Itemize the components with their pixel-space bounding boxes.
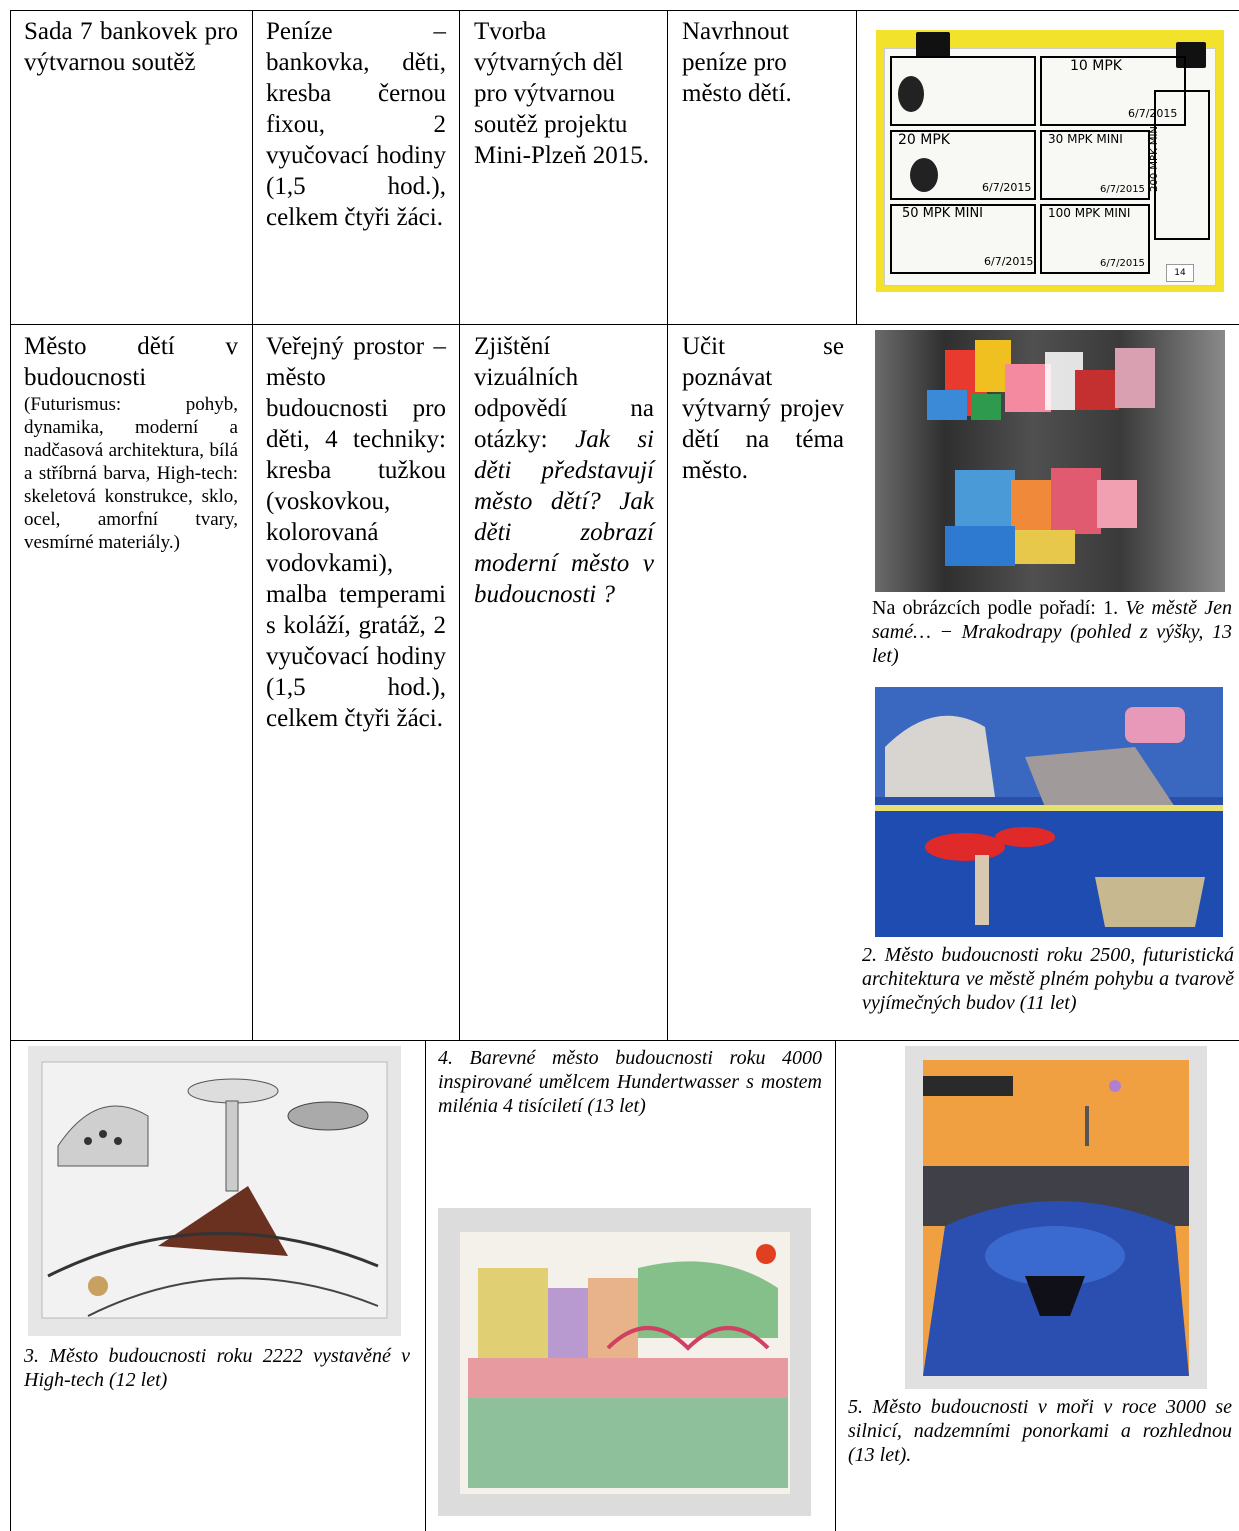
row2-goal-questions: Jak si děti představují město dětí? Jak děti zobrazí moderní město v budoucnosti ? bbox=[474, 426, 654, 608]
banknote-top-left bbox=[890, 56, 1036, 126]
row3-divider-left bbox=[425, 1040, 426, 1531]
sticker-label: 14 bbox=[1166, 264, 1194, 282]
banknote-30: 30 MPK MINI 6/7/2015 bbox=[1040, 130, 1150, 200]
row2-description: Veřejný prostor – město budoucnosti pro děti, 4 techniky: kresba tužkou (voskovkou, kolorovaná vodovkami), malba temperami s koláží, gratáž, 2 vyučovací hodiny (1,5 hod.), celkem čtyři žáci. bbox=[266, 333, 446, 732]
caption-1-title: Ve městě Jen samé… − Mrakodrapy (pohled z výšky, 13 let) bbox=[872, 597, 1232, 667]
row1-goal: Tvorba výtvarných děl pro výtvarnou soutěž projektu Mini-Plzeň 2015. bbox=[474, 18, 649, 169]
col1-divider bbox=[252, 10, 253, 1040]
col2-divider bbox=[459, 10, 460, 1040]
drawing-hundertwasser-city bbox=[438, 1208, 811, 1516]
painting-futuristic-city bbox=[875, 687, 1223, 937]
row2-aim: Učit se poznávat výtvarný projev dětí na téma město. bbox=[682, 333, 844, 484]
caption-3: 3. Město budoucnosti roku 2222 vystavěné v High-tech (12 let) bbox=[24, 1345, 410, 1391]
row1-description: Peníze – bankovka, děti, kresba černou fixou, 2 vyučovací hodiny (1,5 hod.), celkem čtyři žáci. bbox=[266, 18, 446, 231]
caption-5: 5. Město budoucnosti v moři v roce 3000 se silnicí, nadzemními ponorkami a rozhlednou (13 let). bbox=[848, 1396, 1232, 1466]
caption-1-intro: Na obrázcích podle pořadí: 1. bbox=[872, 597, 1119, 619]
row2-activity bbox=[24, 331, 238, 554]
table-left-border bbox=[10, 10, 11, 1531]
col4-divider bbox=[856, 10, 857, 324]
banknote-200: 200 MPK MINI bbox=[1154, 90, 1210, 240]
banknote-100: 100 MPK MINI 6/7/2015 bbox=[1040, 204, 1150, 274]
row2-activity-detail: (Futurismus: pohyb, dynamika, moderní a nadčasová architektura, bílá a stříbrná barva, High-tech: skeletová konstrukce, sklo, ocel, amorfní tvary, vesmírné materiály.) bbox=[24, 394, 238, 553]
banknote-10: 10 MPK 6/7/2015 bbox=[1040, 56, 1186, 126]
banknote-20: 20 MPK 6/7/2015 bbox=[890, 130, 1036, 200]
caption-1 bbox=[872, 596, 1232, 668]
painting-skyscrapers bbox=[875, 330, 1225, 592]
table-top-border bbox=[10, 10, 1239, 11]
row2-activity-title: Město dětí v budoucnosti bbox=[24, 333, 238, 391]
row3-divider-right bbox=[835, 1040, 836, 1531]
row1-bottom-border bbox=[10, 324, 1239, 325]
binder-clip-left-icon bbox=[916, 32, 950, 58]
col3-divider bbox=[667, 10, 668, 1040]
banknotes-photo bbox=[876, 30, 1224, 292]
caption-4: 4. Barevné město budoucnosti roku 4000 inspirované umělcem Hundertwasser s mostem milénia 4 tisíciletí (13 let) bbox=[438, 1047, 822, 1117]
row1-activity: Sada 7 bankovek pro výtvarnou soutěž bbox=[24, 18, 238, 76]
row2-goal bbox=[474, 331, 654, 610]
painting-city-in-sea bbox=[905, 1046, 1207, 1389]
caption-2: 2. Město budoucnosti roku 2500, futuristická architektura ve městě plném pohybu a tvarově vyjímečných budov (11 let) bbox=[862, 944, 1234, 1014]
row1-aim: Navrhnout peníze pro město dětí. bbox=[682, 18, 792, 107]
banknote-50: 50 MPK MINI 6/7/2015 bbox=[890, 204, 1036, 274]
drawing-high-tech-city bbox=[28, 1046, 401, 1336]
row2-bottom-border bbox=[10, 1040, 1239, 1041]
row2-goal-plain: Zjištění vizuálních odpovědí na otázky: bbox=[474, 333, 654, 453]
